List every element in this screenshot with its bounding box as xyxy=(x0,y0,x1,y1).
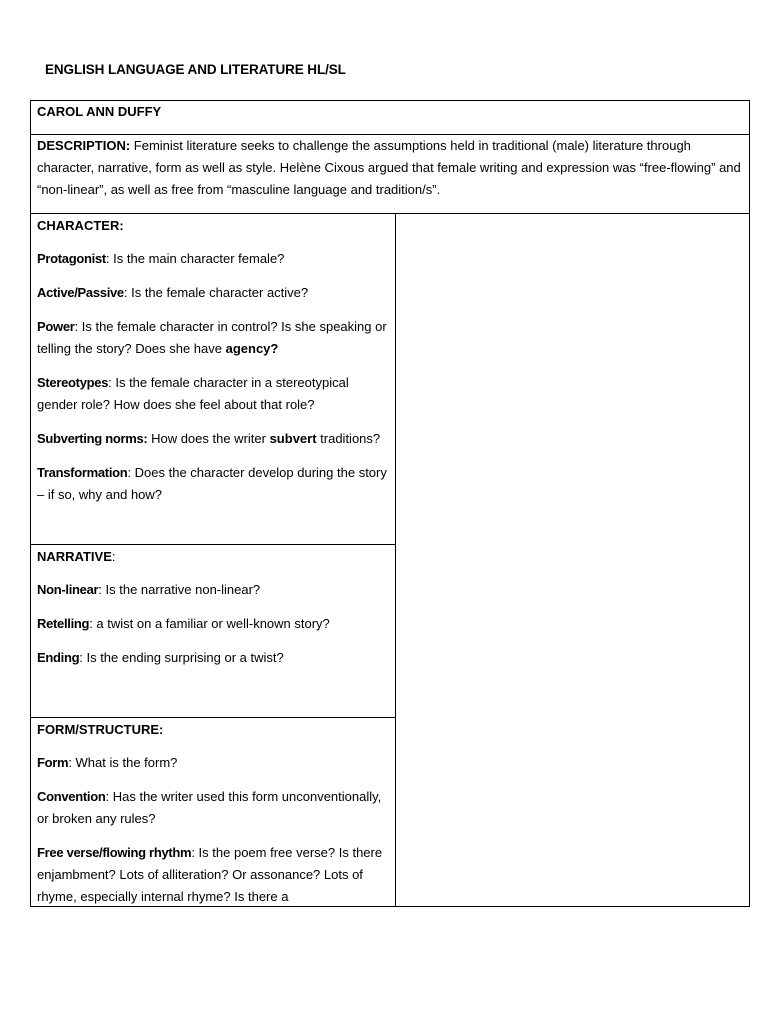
form-item-free-verse: Free verse/flowing rhythm: Is the poem free verse? Is there enjambment? Lots of alliteration? Or assonance? Lots of rhyme, especially internal rhyme? Is there a xyxy=(37,845,383,904)
character-item-stereotypes: Stereotypes: Is the female character in a stereotypical gender role? How does she feel about that role? xyxy=(37,375,349,412)
author-row xyxy=(31,101,750,135)
character-item-transformation: Transformation: Does the character develop during the story – if so, why and how? xyxy=(37,465,387,502)
description-cell xyxy=(31,135,750,214)
form-structure-heading: FORM/STRUCTURE: xyxy=(37,722,164,737)
character-heading: CHARACTER: xyxy=(37,218,124,233)
document-title: ENGLISH LANGUAGE AND LITERATURE HL/SL xyxy=(45,62,346,77)
narrative-cell xyxy=(31,545,396,718)
author-name: CAROL ANN DUFFY xyxy=(37,104,162,119)
character-row xyxy=(31,214,750,545)
form-structure-cell xyxy=(31,718,396,907)
character-item-protagonist: Protagonist: Is the main character female? xyxy=(37,251,285,266)
character-cell xyxy=(31,214,396,545)
form-structure-content xyxy=(37,719,389,905)
feminist-criticism-table xyxy=(30,100,750,907)
narrative-item-ending: Ending: Is the ending surprising or a twist? xyxy=(37,650,284,665)
notes-column-cell xyxy=(396,214,750,907)
narrative-item-retelling: Retelling: a twist on a familiar or well-known story? xyxy=(37,616,330,631)
character-item-power: Power: Is the female character in control? Is she speaking or telling the story? Does she have agency? xyxy=(37,319,387,356)
narrative-heading: NARRATIVE: xyxy=(37,549,116,564)
form-item-form: Form: What is the form? xyxy=(37,755,178,770)
description-label: DESCRIPTION: xyxy=(37,138,131,153)
form-item-convention: Convention: Has the writer used this form unconventionally, or broken any rules? xyxy=(37,789,382,826)
character-item-subverting-norms: Subverting norms: How does the writer subvert traditions? xyxy=(37,431,381,446)
author-cell xyxy=(31,101,750,135)
narrative-item-non-linear: Non-linear: Is the narrative non-linear? xyxy=(37,582,261,597)
description-row xyxy=(31,135,750,214)
description-text: Feminist literature seeks to challenge the assumptions held in traditional (male) literature through character, narrative, form as well as style. Helène Cixous argued that female writing and expression was “free-flowing” and “non-linear”, as well as free from “masculine language and tradition/s”. xyxy=(37,138,741,197)
character-item-active-passive: Active/Passive: Is the female character active? xyxy=(37,285,309,300)
